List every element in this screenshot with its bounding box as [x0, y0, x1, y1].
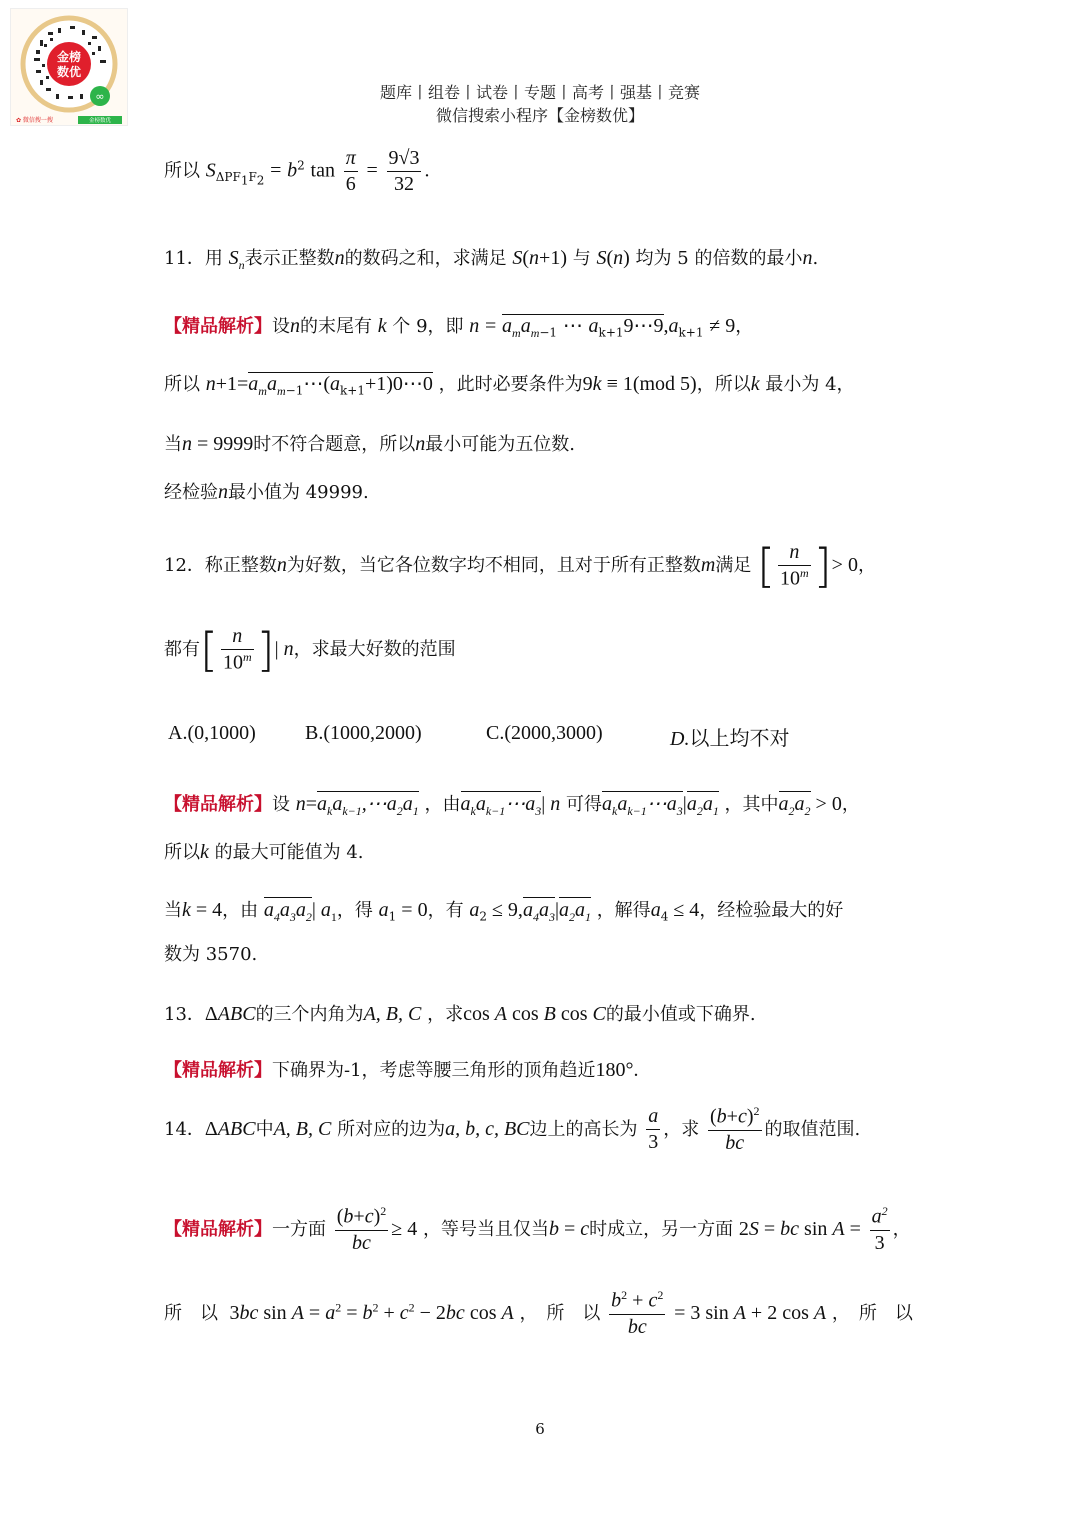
answer-11-line-4: 经检验n最小值为 49999.	[164, 481, 369, 503]
answer-12-line-3: 当k = 4，由 $a_4a_3a_2|$ $a_1$，得 $a_1 = 0$，有 $a_2 \le 9,a_4a_3|a_2a_1$ ，解得$a_4 \le 4$，经检验最大的好	[164, 899, 844, 924]
question-14: 14．ΔABC中A, B, C 所对应的边为a, b, c, BC边上的高长为 $\frac{a}{3}$ ，求 $\frac{(b+c)^2}{bc}$ 的取值范围.	[164, 1104, 861, 1154]
header-nav-line: 题库丨组卷丨试卷丨专题丨高考丨强基丨竞赛	[379, 83, 700, 102]
solution-10-conclusion: 所以 $S_{\Delta PF_1F_2} = b^2$ tan $\frac{\pi}{6}$ = $\frac{9√3}{32}$ .	[164, 147, 430, 195]
answer-12-line-1: 【精品解析】设 $n=a_ka_{k-1},\cdots a_2a_1$ ，由$a_ka_{k-1}\cdots a_3|$ n 可得$a_ka_{k-1}\cdots a_3|a_2a_1$ ，其中$a_2a_2 > 0$，	[164, 793, 860, 818]
option-b: B.(1000,2000)	[305, 722, 422, 744]
answer-11-line-1: 【精品解析】设n的末尾有 k 个 9，即 $n = a_ma_{m-1}$ ⋯ $a_{k+1}9\cdots 9,a_{k+1} \ne 9$，	[164, 315, 754, 340]
question-12-line-2: 都有[ $\frac{n}{10^m}$ ]| n，求最大好数的范围	[164, 622, 456, 677]
option-c: C.(2000,3000)	[486, 722, 603, 744]
header-subtitle: 微信搜索小程序【金榜数优】	[435, 106, 644, 125]
svg-text:✿ 微信搜一搜: ✿ 微信搜一搜	[16, 117, 53, 124]
option-a: A.(0,1000)	[168, 722, 256, 744]
answer-12-line-4: 数为 3570.	[164, 944, 258, 965]
answer-11-line-3: 当n = 9999时不符合题意，所以n最小可能为五位数.	[164, 433, 576, 455]
logo-text-2: 数优	[56, 65, 82, 79]
question-11: 11．用 $S_n$表示正整数n的数码之和，求满足 S(n+1) 与 S(n) 均为 5 的倍数的最小n.	[164, 247, 819, 272]
analysis-tag: 【精品解析】	[164, 1218, 272, 1240]
analysis-tag: 【精品解析】	[164, 1060, 272, 1081]
answer-14-line-2: 所 以 3bc $\sin A = a^2 = b^2 + c^2 - 2bc$ cos A ， 所 以 $\frac{b^2 + c^2}{bc}$ = 3 sin A + 2 cos A ， 所 以	[164, 1288, 913, 1338]
analysis-tag: 【精品解析】	[164, 316, 272, 337]
answer-13: 【精品解析】下确界为-1，考虑等腰三角形的顶角趋近180°.	[164, 1059, 639, 1081]
answer-12-line-2: 所以k 的最大可能值为 4.	[164, 841, 364, 863]
answer-14-line-1: 【精品解析】一方面 $\frac{(b+c)^2}{bc}$ ≥ 4 ，等号当且仅当b = c时成立，另一方面 2S = bc sin A = $\frac{a^2}{3}$ ，	[164, 1204, 911, 1254]
answer-11-line-2: 所以 $n+1=a_ma_{m-1}\cdots(a_{k+1}+1)0\cdots 0$ ，此时必要条件为9k ≡ 1(mod 5)，所以k 最小为 4，	[164, 373, 855, 398]
analysis-tag: 【精品解析】	[164, 794, 272, 815]
svg-text:金榜数优: 金榜数优	[88, 118, 112, 124]
page-number: 6	[535, 1420, 545, 1438]
question-12: 12．称正整数n为好数，当它各位数字均不相同，且对于所有正整数m满足 [ $\frac{n}{10^m}$ ]> 0，	[164, 538, 876, 593]
question-13: 13．ΔABC的三个内角为A, B, C ，求cos A cos B cos C的最小值或下确界.	[164, 1003, 756, 1025]
option-d: D.以上均不对	[670, 726, 790, 750]
svg-text:∞: ∞	[95, 90, 105, 103]
logo-text-1: 金榜	[56, 50, 82, 64]
